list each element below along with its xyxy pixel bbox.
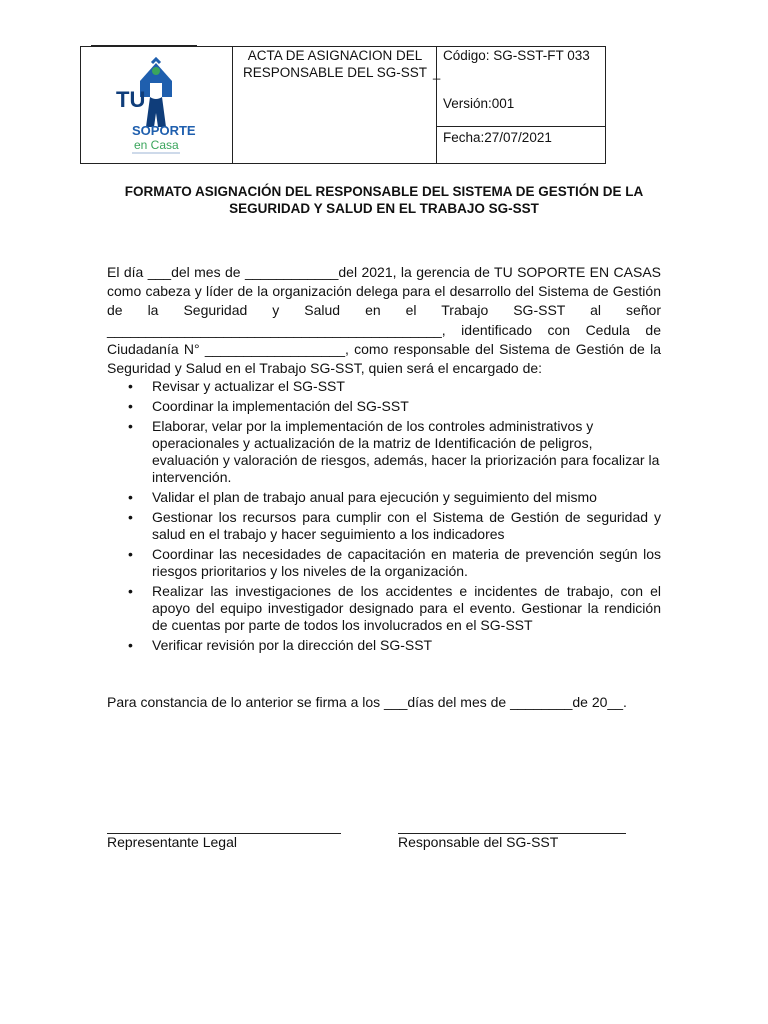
duty-item: [127, 489, 661, 506]
signature-label-legal: Representante Legal: [107, 834, 237, 850]
duty-text: Verificar revisión por la dirección del SG-SST: [152, 637, 433, 653]
duty-text: Coordinar las necesidades de capacitación en materia de prevención según los riesgos prioritarios y los niveles de la organización.: [152, 546, 661, 579]
date-divider: [437, 126, 605, 127]
document-version: Versión:001: [443, 96, 515, 111]
duty-item: [127, 418, 661, 486]
company-logo: [106, 57, 206, 157]
signature-label-responsible: Responsable del SG-SST: [398, 834, 559, 850]
logo-text-tu: TU: [116, 87, 146, 112]
logo-text-soporte: SOPORTE: [132, 123, 196, 138]
logo-text-en-casa: en Casa: [134, 138, 179, 152]
bullet-icon: •: [128, 418, 133, 434]
duty-item: [127, 378, 661, 395]
duty-item: [127, 583, 661, 634]
header-table: [80, 46, 606, 164]
logo-cell: [81, 47, 233, 163]
duty-item: [127, 398, 661, 415]
bullet-icon: •: [128, 509, 133, 525]
bullet-icon: •: [128, 637, 133, 653]
duty-text: Validar el plan de trabajo anual para ejecución y seguimiento del mismo: [152, 489, 597, 505]
duty-item: [127, 509, 661, 543]
duties-list: [127, 378, 661, 657]
document-title: FORMATO ASIGNACIÓN DEL RESPONSABLE DEL SISTEMA DE GESTIÓN DE LA SEGURIDAD Y SALUD EN EL TRABAJO SG-SST: [124, 184, 644, 216]
duty-item: [127, 637, 661, 654]
duty-text: Gestionar los recursos para cumplir con el Sistema de Gestión de seguridad y salud en el trabajo y hacer seguimiento a los indicadores: [152, 509, 661, 542]
header-title-cell: [233, 47, 441, 163]
header-title-underscore: _: [433, 65, 441, 80]
document-date: Fecha:27/07/2021: [443, 130, 552, 145]
bullet-icon: •: [128, 378, 133, 394]
closing-paragraph: Para constancia de lo anterior se firma a los ___días del mes de ________de 20__.: [107, 694, 627, 710]
bullet-icon: •: [128, 489, 133, 505]
duty-item: [127, 546, 661, 580]
header-title: ACTA DE ASIGNACION DEL RESPONSABLE DEL SG-SST: [242, 48, 428, 80]
intro-paragraph: El día ___del mes de ____________del 2021, la gerencia de TU SOPORTE EN CASAS como cabeza y líder de la organización delega para el desarrollo del Sistema de Gestión de la Seguridad y Salud en el Trabajo SG-SST al señor ___________________________________________, identificado con Cedula de Ciudadanía N° __________________, como responsable del Sistema de Gestión de la Seguridad y Salud en el Trabajo SG-SST, quien será el encargado de:: [107, 264, 661, 377]
header-code-cell: [437, 47, 605, 163]
bullet-icon: •: [128, 546, 133, 562]
duty-text: Realizar las investigaciones de los accidentes e incidentes de trabajo, con el apoyo del equipo investigador designado para el evento. Gestionar la rendición de cuentas por parte de todos los involucrados en el SG-SST: [152, 583, 661, 633]
bullet-icon: •: [128, 583, 133, 599]
duty-text: Elaborar, velar por la implementación de los controles administrativos y operacionales y actualización de la matriz de Identificación de peligros, evaluación y valoración de riesgos, además, hacer la priorización para focalizar la intervención.: [152, 418, 660, 485]
duty-text: Coordinar la implementación del SG-SST: [152, 398, 409, 414]
document-code: Código: SG-SST-FT 033: [443, 48, 590, 63]
duty-text: Revisar y actualizar el SG-SST: [152, 378, 345, 394]
bullet-icon: •: [128, 398, 133, 414]
